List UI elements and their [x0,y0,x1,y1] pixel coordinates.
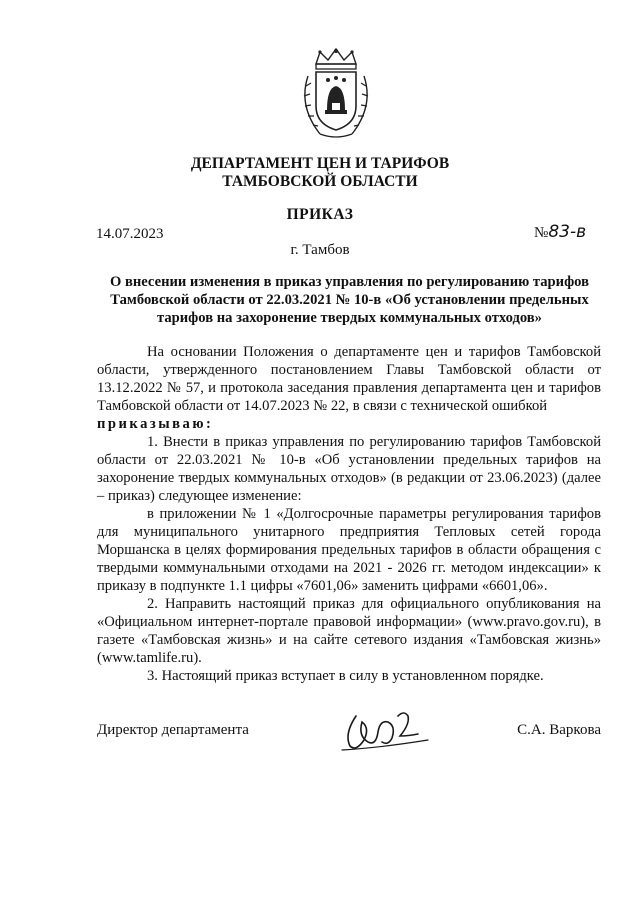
item-1-detail-paragraph: в приложении № 1 «Долгосрочные параметры регулирования тарифов для муниципального унитарного предприятия Тепловых сетей города Моршанска в целях формирования предельных тарифов в области обращения с твердыми коммунальными отходами на 2021 - 2026 гг. методом индексации» к приказу в подпункте 1.1 цифры «7601,06» заменить цифрами «6601,06». [97,506,601,594]
order-number-prefix: № [534,225,549,241]
preamble-paragraph: На основании Положения о департаменте цен и тарифов Тамбовской области, утвержденного постановлением Главы Тамбовской области от 13.12.2022 № 57, и протокола заседания правления департамента цен и тарифов Тамбовской области от 14.07.2023 № 22, в связи с технической ошибкой [97,344,601,414]
item-1-paragraph: 1. Внести в приказ управления по регулированию тарифов Тамбовской области от 22.03.2021 № 10-в «Об установлении предельных тарифов на захоронение твердых коммунальных отходов» (в редакции от 23.06.2023) (далее – приказ) следующее изменение: [97,434,601,504]
order-body [97,343,601,685]
item-3-paragraph: 3. Настоящий приказ вступает в силу в установленном порядке. [147,668,544,684]
order-subject: О внесении изменения в приказ управления по регулированию тарифов Тамбовской области от 22.03.2021 № 10-в «Об установлении предельных тарифов на захоронение твердых коммунальных отходов» [109,274,589,326]
order-word: приказываю: [97,416,214,432]
order-date: 14.07.2023 [96,226,164,242]
signatory-position: Директор департамента [97,722,249,738]
coat-of-arms-icon [294,46,378,142]
department-name-line1: ДЕПАРТАМЕНТ ЦЕН И ТАРИФОВ [190,155,450,172]
signatory-name: С.А. Варкова [517,722,601,738]
handwritten-signature-icon [338,706,438,754]
department-name-line2: ТАМБОВСКОЙ ОБЛАСТИ [222,173,418,190]
order-city: г. Тамбов [290,242,350,258]
document-title: ПРИКАЗ [286,206,354,223]
item-2-paragraph: 2. Направить настоящий приказ для официального опубликования на «Официальном интернет-портале правовой информации» (www.pravo.gov.ru), в газете «Тамбовская жизнь» и на сайте сетевого издания «Тамбовская жизнь» (www.tamlife.ru). [97,596,601,666]
order-number-handwritten: 83-в [548,222,587,242]
order-number [534,222,586,242]
